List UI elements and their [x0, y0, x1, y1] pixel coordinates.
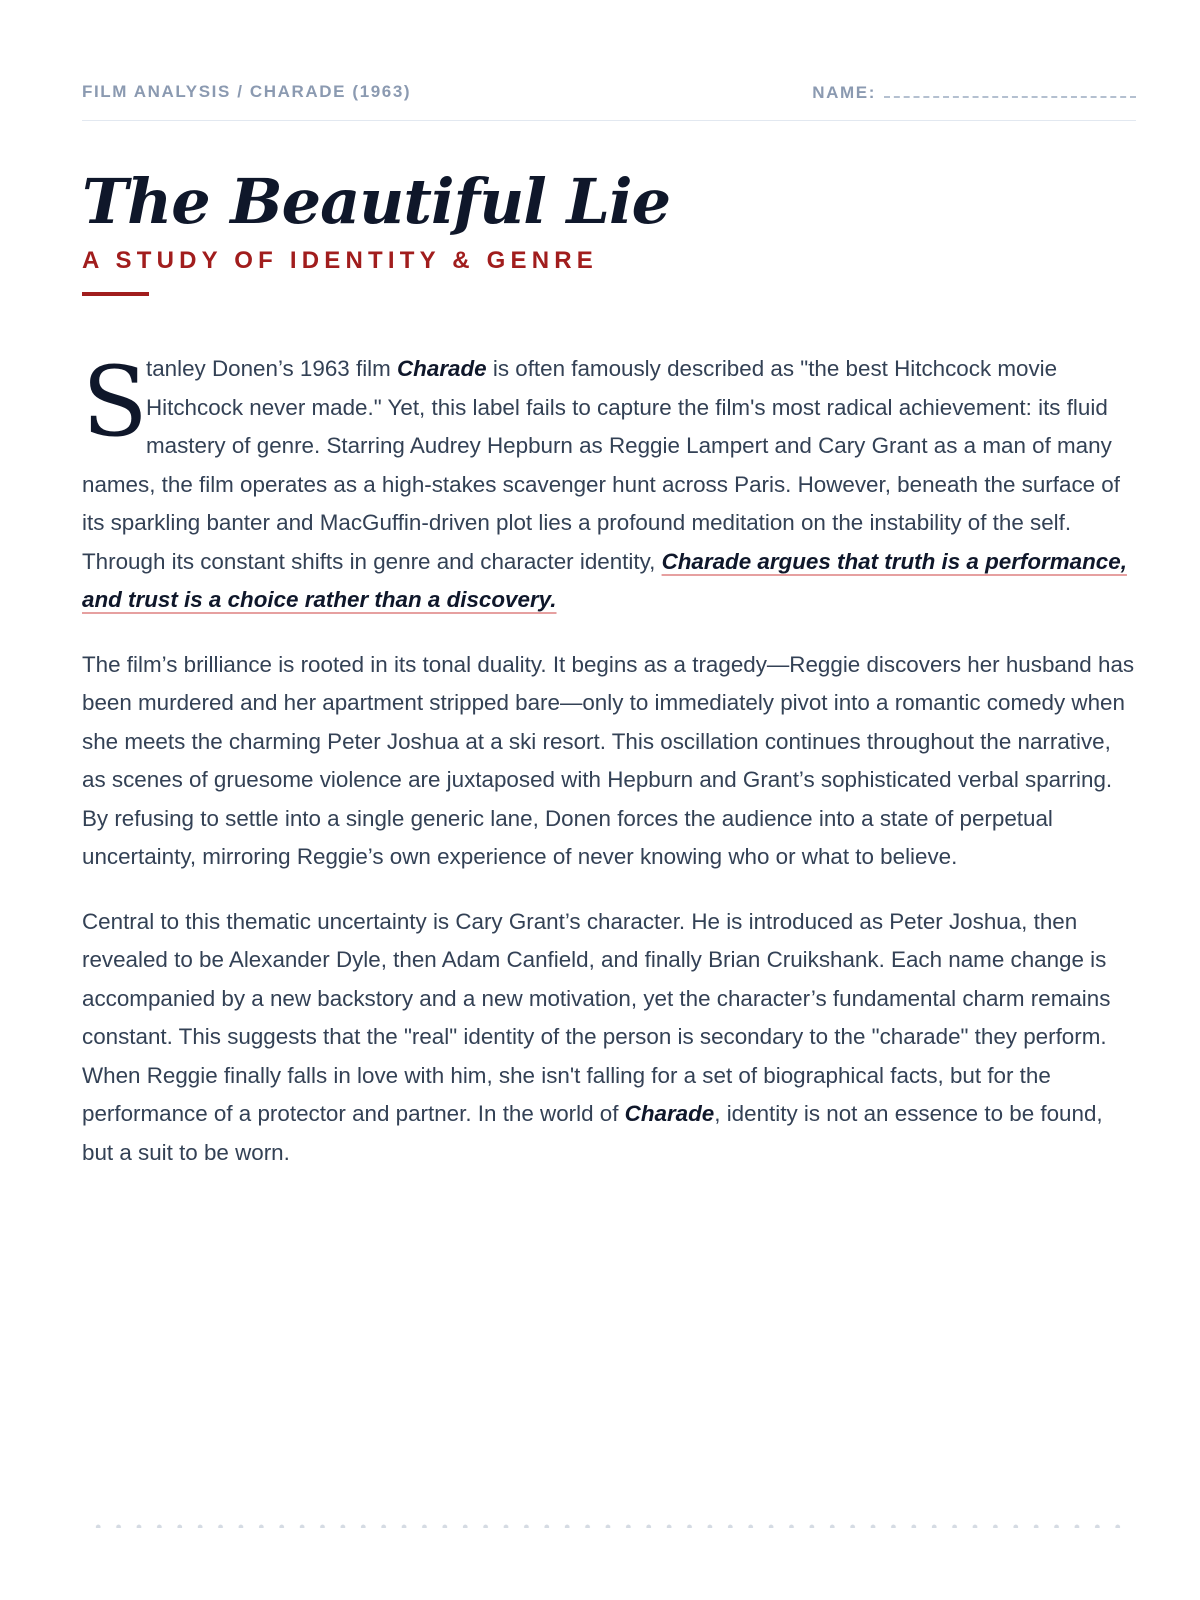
paragraph-tonal-duality: The film’s brilliance is rooted in its tonal duality. It begins as a tragedy—Reggie discovers her husband has been murdered and her apartment stripped bare—only to immediately pivot into a romantic comedy when she meets the charming Peter Joshua at a ski resort. This oscillation continues throughout the narrative, as scenes of gruesome violence are juxtaposed with Hepburn and Grant’s sophisticated verbal sparring. By refusing to settle into a single generic lane, Donen forces the audience into a state of perpetual uncertainty, mirroring Reggie’s own experience of never knowing who or what to believe.: [82, 651, 1135, 869]
drop-cap: S: [82, 346, 148, 458]
name-field: [812, 82, 1136, 103]
name-label: NAME:: [812, 83, 876, 102]
paragraph-intro: [82, 346, 1136, 620]
intro-text-b: is often famously described as "the best Hitchcock movie Hitchcock never made." Yet, this label fails to capture the film's most radical achievement: its fluid mastery of genre. Starring Audrey Hepburn as Reggie Lampert and Cary Grant as a man of many names, the film operates as a high-stakes scavenger hunt across Paris. However, beneath the surface of its sparkling banter and MacGuffin-driven plot lies a profound meditation on the instability of the self. Through its constant shifts in genre and character identity,: [82, 356, 1120, 574]
identity-text-b: , identity is not an essence to be found, but a suit to be worn.: [82, 1101, 1103, 1165]
intro-text-a: tanley Donen’s 1963 film: [146, 356, 398, 381]
title-accent-rule: [82, 292, 149, 296]
name-blank-line: [884, 82, 1136, 98]
paragraph-identity: [82, 903, 1136, 1173]
page-header: [82, 80, 1136, 121]
footer-dotted-divider: [88, 1524, 1128, 1528]
thesis-statement: Charade argues that truth is a performance, and trust is a choice rather than a discovery.: [82, 548, 1127, 612]
film-title: Charade: [624, 1101, 715, 1126]
breadcrumb: FILM ANALYSIS / CHARADE (1963): [82, 82, 412, 101]
identity-text-a: Central to this thematic uncertainty is Cary Grant’s character. He is introduced as Peter Joshua, then revealed to be Alexander Dyle, then Adam Canfield, and finally Brian Cruikshank. Each name change is accompanied by a new backstory and a new motivation, yet the character’s fundamental charm remains constant. This suggests that the "real" identity of the person is secondary to the "charade" they perform. When Reggie finally falls in love with him, she isn't falling for a set of biographical facts, but for the performance of a protector and partner. In the world of: [82, 908, 1111, 1126]
page-title: The Beautiful Lie: [82, 165, 671, 238]
essay-body: [82, 346, 1136, 1198]
page-subtitle: A STUDY OF IDENTITY & GENRE: [82, 247, 598, 274]
film-title: Charade: [397, 356, 487, 381]
